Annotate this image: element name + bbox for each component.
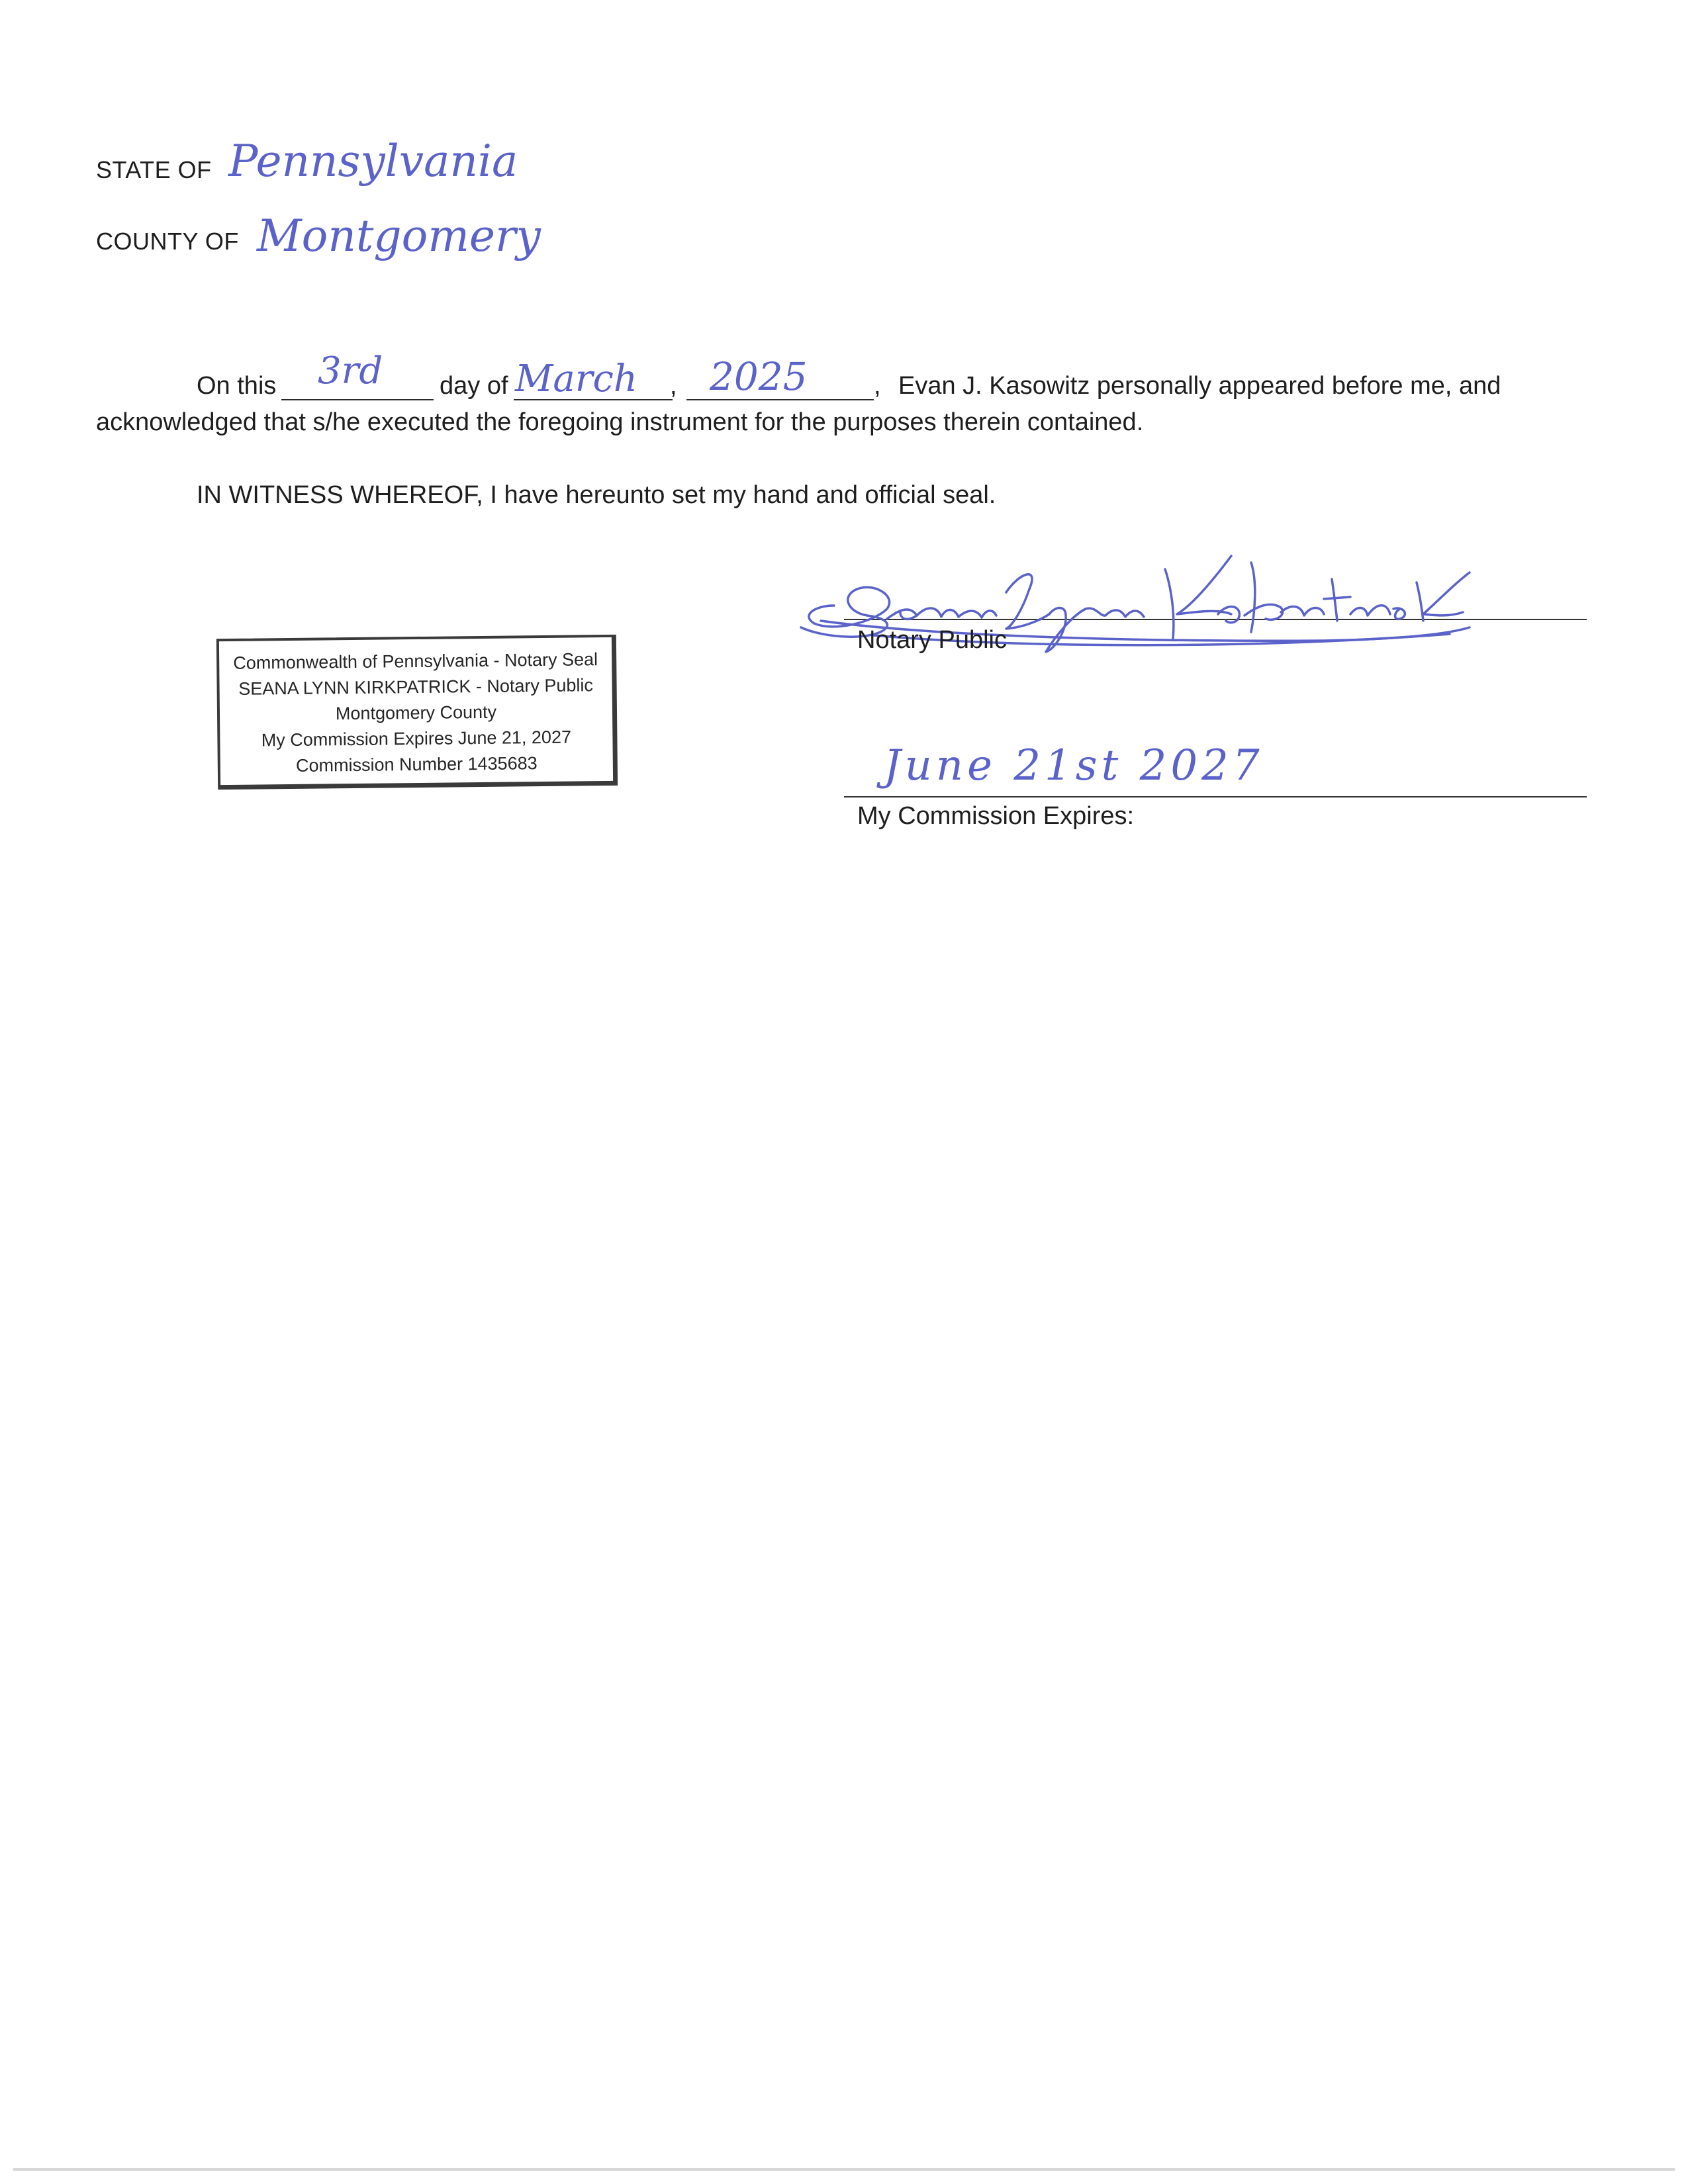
- day-blank: [281, 399, 434, 400]
- acknowledgment-line-2: acknowledged that s/he executed the foregoing instrument for the purposes therein contained.: [96, 408, 1144, 436]
- commission-expires-line: [844, 796, 1587, 797]
- day-of-text: day of: [440, 372, 508, 400]
- state-value-handwritten: Pennsylvania: [228, 136, 518, 187]
- stamp-line-commonwealth: Commonwealth of Pennsylvania - Notary Seal: [233, 649, 598, 673]
- comma-after-year: ,: [874, 372, 881, 400]
- commission-expires-handwritten: June 21st 2027: [884, 741, 1264, 790]
- stamp-line-expiration: My Commission Expires June 21, 2027: [261, 727, 572, 751]
- year-value-handwritten: 2025: [710, 354, 808, 399]
- on-this-text: On this: [197, 372, 277, 400]
- commission-expires-label: My Commission Expires:: [857, 802, 1135, 830]
- appearance-text: Evan J. Kasowitz personally appeared before me, and: [898, 372, 1501, 400]
- month-value-handwritten: March: [515, 357, 637, 400]
- notary-seal-stamp: [216, 635, 618, 790]
- notary-public-label: Notary Public: [857, 626, 1007, 654]
- comma-after-month: ,: [670, 372, 677, 400]
- day-value-handwritten: 3rd: [318, 349, 383, 392]
- stamp-line-commission-number: Commission Number 1435683: [295, 753, 538, 776]
- county-value-handwritten: Montgomery: [257, 210, 541, 261]
- state-label: STATE OF: [96, 156, 212, 183]
- stamp-line-county: Montgomery County: [335, 702, 497, 724]
- witness-statement: IN WITNESS WHEREOF, I have hereunto set my hand and official seal.: [197, 481, 996, 509]
- scan-bottom-edge: [13, 2168, 1675, 2171]
- county-label: COUNTY OF: [96, 228, 239, 255]
- stamp-line-notary-name: SEANA LYNN KIRKPATRICK - Notary Public: [238, 675, 594, 699]
- year-blank: [686, 399, 874, 400]
